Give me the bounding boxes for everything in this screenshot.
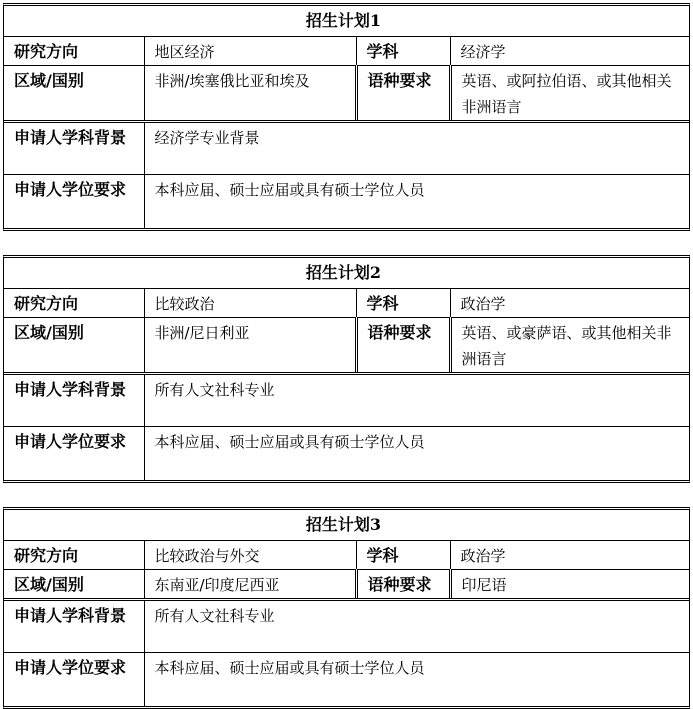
region-label: 区域/国别 [4,318,144,374]
enrollment-plan-2 [3,255,690,483]
research-direction-value: 地区经济 [144,37,356,66]
region-value: 非洲/尼日利亚 [144,318,356,374]
plan-table [4,6,689,228]
subject-label: 学科 [356,37,450,66]
enrollment-plan-1 [3,3,690,231]
degree-value: 本科应届、硕士应届或具有硕士学位人员 [144,175,689,228]
background-label: 申请人学科背景 [4,122,144,175]
plan-table [4,258,689,480]
region-label: 区域/国别 [4,570,144,600]
background-value: 经济学专业背景 [144,122,689,175]
region-value: 东南亚/印度尼西亚 [144,570,356,600]
research-direction-label: 研究方向 [4,541,144,570]
background-label: 申请人学科背景 [4,374,144,427]
research-direction-label: 研究方向 [4,37,144,66]
language-label: 语种要求 [356,570,450,600]
subject-label: 学科 [356,541,450,570]
degree-value: 本科应届、硕士应届或具有硕士学位人员 [144,427,689,480]
language-value: 英语、或阿拉伯语、或其他相关非洲语言 [450,66,689,122]
enrollment-plan-3 [3,507,690,709]
region-label: 区域/国别 [4,66,144,122]
plan-title: 招生计划2 [4,258,689,289]
language-value: 印尼语 [450,570,689,600]
degree-label: 申请人学位要求 [4,653,144,706]
degree-label: 申请人学位要求 [4,175,144,228]
subject-value: 经济学 [450,37,689,66]
subject-label: 学科 [356,289,450,318]
research-direction-value: 比较政治 [144,289,356,318]
language-label: 语种要求 [356,318,450,374]
background-value: 所有人文社科专业 [144,600,689,653]
research-direction-label: 研究方向 [4,289,144,318]
background-label: 申请人学科背景 [4,600,144,653]
plan-title: 招生计划3 [4,510,689,541]
language-value: 英语、或豪萨语、或其他相关非洲语言 [450,318,689,374]
degree-value: 本科应届、硕士应届或具有硕士学位人员 [144,653,689,706]
background-value: 所有人文社科专业 [144,374,689,427]
plan-title: 招生计划1 [4,6,689,37]
degree-label: 申请人学位要求 [4,427,144,480]
subject-value: 政治学 [450,289,689,318]
research-direction-value: 比较政治与外交 [144,541,356,570]
region-value: 非洲/埃塞俄比亚和埃及 [144,66,356,122]
language-label: 语种要求 [356,66,450,122]
plan-table [4,510,689,706]
subject-value: 政治学 [450,541,689,570]
